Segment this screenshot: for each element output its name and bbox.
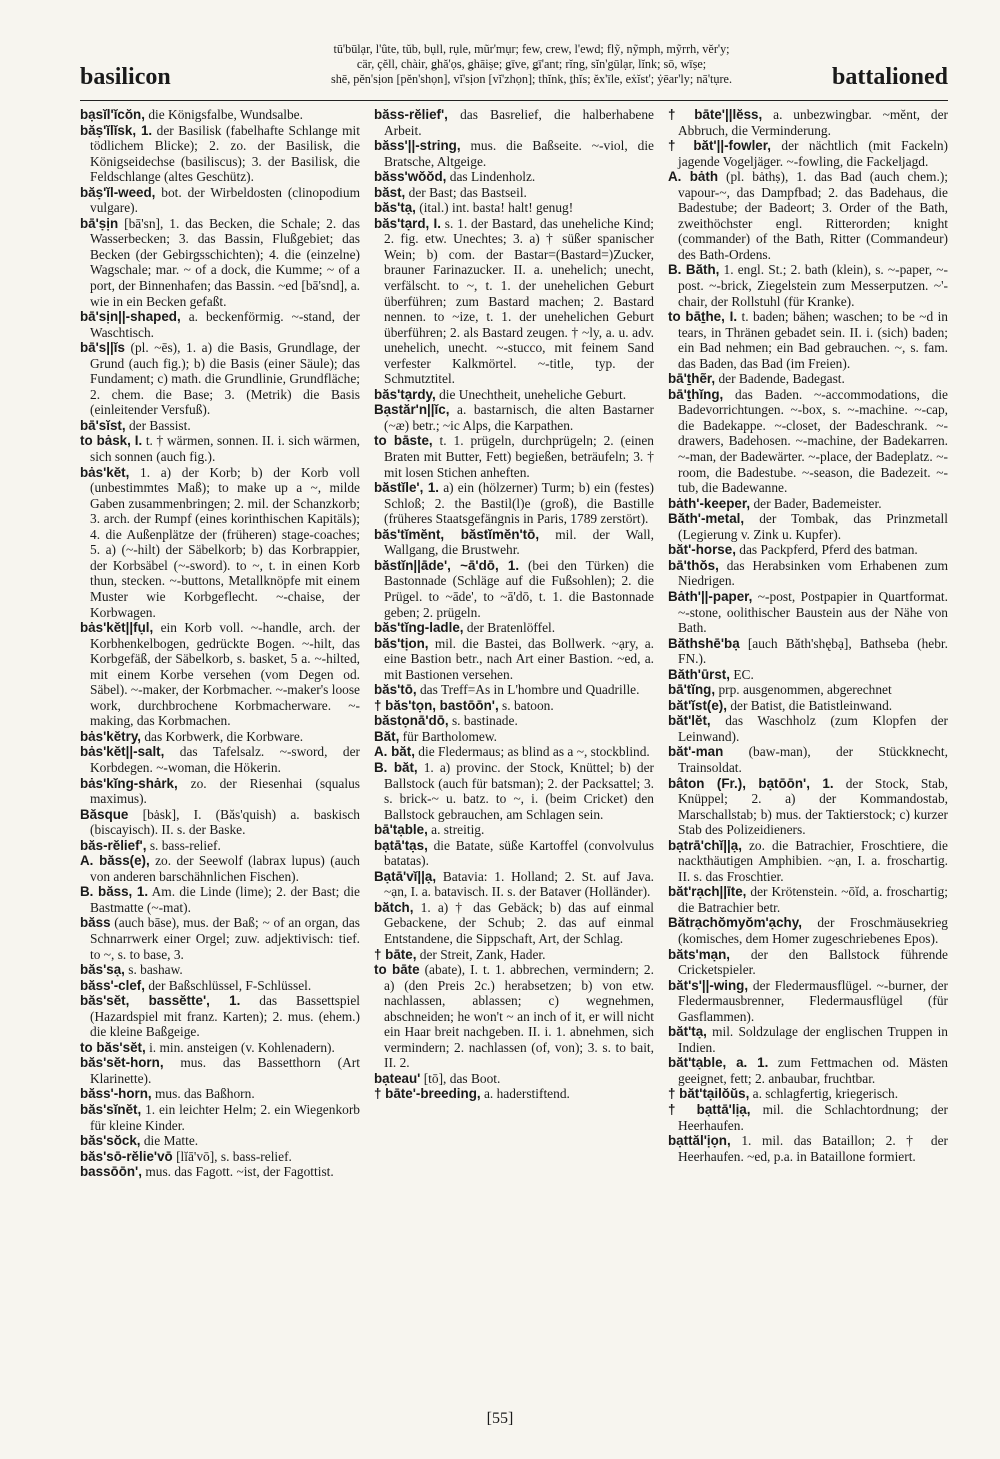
entry-definition: (baw-man), der Stückknecht, Trainsoldat. [678,744,948,775]
entry-headword: băs'sạ, [80,962,125,978]
entry-definition: s. batoon. [502,697,554,713]
entry-headword: băs'sĭnĕt, [80,1102,142,1117]
entry-headword: † băs'tọn, bastōōn', [374,697,499,713]
dictionary-entry [80,729,360,745]
entry-definition: der Streit, Zank, Hader. [419,946,546,962]
entry-definition: die Unechtheit, uneheliche Geburt. [439,386,627,402]
column-3 [668,107,948,1407]
entry-headword: băst, [374,184,406,200]
dictionary-entry [374,838,654,869]
entry-headword: bassōōn', [80,1164,142,1180]
dictionary-entry [374,713,654,729]
entry-headword: bā'ṯhĭng, [668,386,724,402]
entry-headword: băs'tạ, [374,200,416,216]
dictionary-entry [668,496,948,512]
entry-definition: der Stock, Stab, Knüppel; 2. a) der Kommandostab, Marschallstab; b) mus. der Taktierstock; c) kurzer Stab des Polizeidieners. [678,775,948,838]
entry-definition: bot. der Wirbeldosten (clinopodium vulgare). [90,184,360,216]
entry-headword: bȧth'-keeper, [668,495,751,511]
entry-definition: [lĭā'vō], s. bass-relief. [176,1148,292,1164]
entry-headword: băt'lĕt, [668,713,711,729]
entry-definition: a. schlagfertig, kriegerisch. [752,1086,899,1102]
dictionary-entry [80,465,360,620]
dictionary-entry [374,107,654,138]
entry-headword: Băth'ūrst, [668,666,730,682]
entry-headword: băt'rạch||īte, [668,884,747,900]
dictionary-entry [668,713,948,744]
dictionary-entry [374,527,654,558]
entry-definition: die Königsfalbe, Wundsalbe. [148,107,303,122]
dictionary-entry [668,107,948,138]
dictionary-entry [668,682,948,698]
dictionary-entry [374,962,654,1071]
dictionary-entry [668,1055,948,1086]
entry-headword: băs'tĭng-ladle, [374,620,464,636]
entry-definition: der Froschmäusekrieg (komisches, dem Homer zugeschriebenes Epos). [678,915,948,946]
entry-headword: Băthshē'bạ [668,635,740,651]
entry-headword: băs-rĕlief', [80,837,147,853]
dictionary-entry [80,962,360,978]
entry-definition: das Baden. ~-accommodations, die Badevorrichtungen. ~-box, s. ~-machine. ~-cap, die Badekappe. ~-closet, der Badeschrank. ~-drawers, Badehosen. ~-machine, der Badekarren. ~-man, der Badewärter. ~-place, der Badeplatz. ~-room, die Badestube. ~-season, die Badezeit. ~-tub, die Badewanne. [678,386,948,496]
dictionary-entry [80,216,360,309]
entry-definition: t. † wärmen, sonnen. II. i. sich wärmen, sich sonnen (auch fig.). [90,433,360,465]
dictionary-entry [374,682,654,698]
dictionary-entry [668,744,948,775]
entry-headword: bā'tạble, [374,822,428,838]
entry-headword: băss'-clef, [80,977,145,993]
entry-headword: băstĭn||āde', ~ā'dō, 1. [374,557,520,573]
dictionary-entry [668,667,948,683]
entry-headword: Băth'-metal, [668,511,745,527]
entry-definition: 1. mil. das Bataillon; 2. † der Heerhaufen. ~ed, p.a. in Bataillone formiert. [678,1133,948,1164]
entry-headword: băss-rĕlief', [374,107,448,122]
entry-definition: mus. die Baßseite. ~-viol, die Bratsche, Altgeige. [384,138,654,169]
dictionary-entry [374,433,654,480]
dictionary-entry [374,620,654,636]
entry-definition: 1. a) † das Gebäck; b) das auf einmal Gebackene, der Schub; 2. das auf einmal Entstandene, die Sippschaft, Art, der Schlag. [384,899,654,946]
dictionary-entry [80,340,360,418]
dictionary-entry [80,884,360,915]
entry-headword: bạtrā'chĭ||ạ, [668,837,742,853]
entry-definition: EC. [733,666,754,682]
dictionary-entry [80,1102,360,1133]
entry-headword: Băt, [374,728,400,744]
dictionary-entry [668,371,948,387]
entry-definition: der Badende, Badegast. [718,371,845,387]
entry-definition: a. haderstiftend. [483,1086,570,1102]
entry-headword: băstọnā'dō, [374,713,449,729]
entry-headword: băstĭle', 1. [374,480,440,496]
entry-definition: für Bartholomew. [402,728,498,744]
dictionary-entry [80,838,360,854]
column-2 [374,107,654,1407]
entry-headword: bȧs'kĕt, [80,464,130,480]
entry-definition: mil. die Bastei, das Bollwerk. ~ạry, a. eine Bastion betr., nach Art einer Bastion. ~ed, a. mit Bastionen versehen. [384,635,654,682]
dictionary-entry [80,123,360,185]
dictionary-entry [80,620,360,729]
dictionary-entry [668,558,948,589]
pronunciation-key-line: shē, pĕn'sịon [pĕn'shọn], vĭ'sịon [vĭ'zhọn]; thĭnk, ṯhĭs; ĕx'īle, eẋĭst'; ẏēar'ly; nā'tụre. [330,72,733,86]
entry-definition: zum Fettmachen od. Mästen geeignet, fett; 2. anbaubar, fruchtbar. [678,1055,948,1086]
entry-headword: to bȧsk, I. [80,433,143,449]
entry-definition: (pl. ~ēs), 1. a) die Basis, Grundlage, der Grund (auch fig.); b) die Basis (einer Säule); das Fundament; c) math. die Grundlinie, Grundfläche; 2. chem. die Base; 3. (Metrik) die Basis (einleitender Versfuß). [90,340,360,418]
entry-definition: das Basrelief, die halberhabene Arbeit. [384,107,654,138]
entry-headword: B. Băth, [668,262,720,278]
entry-headword: băṣ'ĭl-weed, [80,184,156,200]
dictionary-entry [668,542,948,558]
pronunciation-key-line: tū'būlạr, l'ûte, tŭb, bụll, rụle, mũr'mụr; few, crew, l'ewd; flỹ, nỹmph, mỹrrh, vĕr'y; [333,42,730,56]
entry-headword: Băsque [80,806,129,822]
entry-headword: † bāte'-breeding, [374,1086,481,1102]
dictionary-entry [374,216,654,387]
entry-headword: băṣ'ĭlĭsk, 1. [80,122,153,138]
dictionary-entry [80,309,360,340]
entry-definition: 1. a) provinc. der Stock, Knüttel; b) der Ballstock (auch für batsman); 2. der Packsattel; 3. s. brick-~ u. batz. to ~, i. (beim Cricket) den Ballstock gebrauchen, am Schlagen sein. [384,759,654,822]
entry-headword: băs'tịon, [374,635,429,651]
dictionary-entry [80,185,360,216]
entry-definition: a. unbezwingbar. ~mĕnt, der Abbruch, die Verminderung. [678,107,948,138]
dictionary-entry [374,200,654,216]
entry-definition: s. bashaw. [128,962,183,978]
entry-headword: † bāte, [374,946,417,962]
entry-definition: (bei den Türken) die Bastonnade (Schläge auf die Fußsohlen); 2. die Prügel. to ~āde', to ~ā'dō, t. 1. die Bastonnade geben; 2. prügeln. [384,557,654,620]
entry-definition: zo. die Batrachier, Froschtiere, die nackthäutigen Amphibien. ~ạn, I. a. froschartig. II. s. das Froschtier. [678,837,948,884]
dictionary-entry [80,107,360,123]
entry-headword: bā'sịn||-shaped, [80,309,181,325]
entry-headword: bâton (Fr.), bạtōōn', 1. [668,775,834,791]
entry-definition: der Fledermausflügel. ~-burner, der Fledermausbrenner, Fledermausflügel (für Gasflammen). [678,977,948,1024]
entry-headword: băs'tĭmĕnt, băstĭmĕn'tō, [374,526,540,542]
entry-headword: bătch, [374,899,414,915]
dictionary-entry [668,947,948,978]
entry-definition: der Bratenlöffel. [466,620,556,636]
dictionary-entry [80,853,360,884]
entry-headword: bȧs'kĕt||fụl, [80,620,154,636]
entry-headword: bȧs'kĭng-shȧrk, [80,775,178,791]
entry-definition: der Bassist. [128,417,191,433]
dictionary-entry [668,511,948,542]
dictionary-entry [80,1086,360,1102]
entry-headword: A. băss(e), [80,853,150,869]
entry-headword: A. băt, [374,744,415,760]
entry-headword: Bătrạchŏmyŏm'ạchy, [668,915,802,931]
dictionary-entry [374,402,654,433]
dictionary-entry [668,1133,948,1164]
entry-headword: băs'tạrd, I. [374,215,441,231]
entry-headword: to băs'sĕt, [80,1039,146,1055]
entry-definition: [bȧsk], I. (Băs'quish) a. baskisch (biscayisch). II. s. der Baske. [90,806,360,838]
pronunciation-key [290,42,773,87]
entry-headword: bā'ṣịn [80,215,119,231]
entry-headword: băt'ĭst(e), [668,697,727,713]
entry-definition: (auch bāse), mus. der Baß; ~ of an organ, das Schnarrwerk einer Orgel; zuw. adjektivisch: tief. to ~, s. to base, 3. [90,915,360,962]
entry-definition: [auch Băth'shębạ], Bathseba (hebr. FN.). [678,635,948,667]
dictionary-entry [374,698,654,714]
dictionary-entry [80,993,360,1040]
entry-headword: bạteau' [374,1070,421,1086]
entry-headword: † bāte'||lĕss, [668,107,763,122]
dictionary-entry [374,387,654,403]
entry-headword: bā'thŏs, [668,557,719,573]
entry-definition: das Treff=As in L'hombre und Quadrille. [419,682,640,698]
dictionary-entry [668,1086,948,1102]
entry-headword: Bạstăr'n||ĭc, [374,402,450,418]
entry-headword: băts'mạn, [668,946,730,962]
entry-definition: (abate), I. t. 1. abbrechen, vermindern; 2. a) (den Preis 2c.) herabsetzen; b) von etw. nachlassen, ablassen; c) wegnehmen, abschneiden; he won't ~ an inch of it, er will nicht ein Haar breit nachgeben. II. i. 1. abnehmen, sich vermindern; 2. nachlassen (of, von); 3. s. to bait, II. 2. [384,962,654,1071]
pronunciation-key-line: cär, çĕll, chàir, ǥhă'ọs, ǥhāiṣe; ǥīve, ǥī'ant; rĭng, sĭn'gūlạr, lĭnk; sō, wīṣe; [356,57,707,71]
entry-headword: băss'||-string, [374,138,461,154]
entry-headword: bạttăl'ịọn, [668,1133,731,1149]
entry-headword: Bȧth'||-paper, [668,588,753,604]
dictionary-entry [668,387,948,496]
dictionary-entry [374,744,654,760]
entry-headword: † bạttā'lịạ, [668,1102,751,1117]
dictionary-entry [374,169,654,185]
dictionary-entry [668,262,948,309]
dictionary-entry [374,760,654,822]
entry-definition: ~-post, Postpapier in Quartformat. ~-stone, oolithischer Baustein aus der Nähe von Bath. [678,588,948,636]
entry-headword: to bāte [374,962,420,978]
entry-definition: (ital.) int. basta! halt! genug! [419,200,574,216]
entry-headword: bā's||ĭs [80,340,125,356]
entry-definition: mil. Soldzulage der englischen Truppen in Indien. [678,1024,948,1055]
entry-definition: Am. die Linde (lime); 2. der Bast; die Bastmatte (~-mat). [90,884,360,915]
entry-definition: das Herabsinken vom Erhabenen zum Niedrigen. [678,557,948,589]
entry-headword: to bāste, [374,433,433,449]
entry-definition: i. min. ansteigen (v. Kohlenadern). [149,1039,335,1055]
entry-definition: a. bastarnisch, die alten Bastarner (~æ) betr.; ~ic Alps, die Karpathen. [384,402,654,433]
dictionary-entry [374,138,654,169]
entry-definition: 1. engl. St.; 2. bath (klein), s. ~-paper, ~-post. ~-brick, Ziegelstein zum Messerputzen. ~'-chair, der Rollstuhl (für Kranke). [678,262,948,309]
dictionary-entry [374,869,654,900]
guide-word-right: battalioned [831,64,948,90]
column-1 [80,107,360,1407]
entry-headword: bȧs'kĕt||-salt, [80,744,165,760]
entry-definition: s. 1. der Bastard, das uneheliche Kind; 2. fig. etw. Unechtes; 3. a) † süßer spanischer Wein; b) com. der Bastar=(Bastard=)Zucker, brauner Farinazucker. II. a. unehelich; unecht, verfälscht. to ~, t. 1. der unehelichen Geburt überführen; zum Bastard machen; 2. Bastard nennen. to ~ize, t. 1. der unehelichen Geburt überführen; 2. als Bastard zeugen. † ~ly, a. u. adv. unehelich, unecht. ~-stucco, mit feinem Sand verfester Kalkmörtel. ~-title, typ. der Schmutztitel. [384,215,654,387]
dictionary-entry [80,1133,360,1149]
dictionary-entry [374,1086,654,1102]
entry-headword: băs'sĕt, bassĕtte', 1. [80,993,241,1009]
entry-headword: bā'sĭst, [80,417,126,433]
entry-headword: băt'-man [668,744,724,760]
dictionary-entry [80,1164,360,1180]
entry-definition: t. 1. prügeln, durchprügeln; 2. (einen Braten mit Butter, Fett) begießen, beträufeln; 3. † mit losen Stichen anheften. [384,433,654,480]
header-rule [80,100,948,101]
entry-definition: der Bast; das Bastseil. [408,184,527,200]
entry-definition: der Tombak, das Prinzmetall (Legierung v. Zink u. Kupfer). [678,511,948,542]
dictionary-entry [668,978,948,1025]
entry-definition: zo. der Riesenhai (squalus maximus). [90,775,360,807]
dictionary-entry [374,947,654,963]
entry-definition: die Batate, süße Kartoffel (convolvulus batatas). [384,837,654,869]
dictionary-entry [80,744,360,775]
entry-definition: der Batist, die Batistleinwand. [730,697,893,713]
entry-definition: das Bassettspiel (Hazardspiel mit franz. Karten); 2. mus. (ehem.) die kleine Baßgeige. [90,993,360,1040]
dictionary-entry [668,138,948,169]
dictionary-entry [668,884,948,915]
dictionary-entry [374,185,654,201]
entry-headword: băs'sŏck, [80,1133,141,1149]
dictionary-entry [668,169,948,262]
dictionary-entry [374,822,654,838]
dictionary-entry [80,1055,360,1086]
dictionary-entry [374,558,654,620]
entry-definition: das Lindenholz. [449,169,536,185]
dictionary-entry [668,776,948,838]
entry-definition: a. beckenförmig. ~-stand, der Waschtisch. [90,309,360,340]
entry-definition: mil. die Schlachtordnung; der Heerhaufen. [678,1102,948,1133]
dictionary-entry [374,729,654,745]
guide-word-left: basilicon [80,64,171,90]
dictionary-entry [668,1102,948,1133]
dictionary-entry [374,900,654,947]
dictionary-entry [374,1071,654,1087]
entry-definition: der nächtlich (mit Fackeln) jagende Vogeljäger. ~-fowling, die Fackeljagd. [678,138,948,169]
dictionary-entry [668,838,948,885]
entry-headword: bạsĭl'ĭcŏn, [80,107,145,122]
entry-definition: der den Ballstock führende Cricketspieler. [678,946,948,978]
entry-definition: der Bader, Bademeister. [753,495,882,511]
dictionary-entry [80,807,360,838]
dictionary-entry [80,776,360,807]
page-header [80,42,948,100]
entry-definition: das Packpferd, Pferd des batman. [739,542,918,558]
entry-definition: die Matte. [143,1133,199,1149]
dictionary-entry [668,698,948,714]
entry-definition: (pl. bȧthṣ), 1. das Bad (auch chem.); vapour-~, das Dampfbad; 2. das Badehaus, die Badestube; der Badeort; 3. Order of the Bath, zweithöchster engl. Ritterorden; knight (commander) of the Bath, Ritter (Commandeur) des Bath-Ordens. [678,169,948,262]
entry-definition: [tō], das Boot. [423,1070,501,1086]
dictionary-entry [668,1024,948,1055]
entry-definition: das Waschholz (zum Klopfen der Leinwand). [678,713,948,744]
entry-headword: băss'wŏŏd, [374,169,447,185]
entry-definition: a. streitig. [431,822,485,838]
entry-definition: der Krötenstein. ~ōĭd, a. froschartig; die Batrachier betr. [678,884,948,915]
entry-headword: băt'tạble, a. 1. [668,1055,769,1071]
entry-headword: băt'-horse, [668,542,736,558]
entry-definition: mus. das Fagott. ~ist, der Fagottist. [145,1164,334,1180]
entry-definition: s. bass-relief. [149,837,221,853]
entry-headword: B. băt, [374,759,418,775]
dictionary-entry [80,1149,360,1165]
entry-headword: † băt'tạilŏŭs, [668,1086,750,1102]
entry-definition: zo. der Seewolf (labrax lupus) (auch von anderen barschähnlichen Fischen). [90,853,360,884]
entry-definition: 1. ein leichter Helm; 2. ein Wiegenkorb für kleine Kinder. [90,1102,360,1133]
entry-headword: † băt'||-fowler, [668,138,771,154]
dictionary-entry [668,309,948,371]
dictionary-entry [80,433,360,464]
entry-definition: das Korbwerk, die Korbware. [144,728,304,744]
entry-headword: băs'sō-rĕlie'vō [80,1148,173,1164]
entry-definition: mil. der Wall, Wallgang, die Brustwehr. [384,526,654,558]
entry-headword: băt'tạ, [668,1024,707,1040]
entry-headword: Bạtā'vĭ||ạ, [374,868,437,884]
entry-definition: prp. ausgenommen, abgerechnet [718,682,892,698]
entry-headword: bạtā'tạs, [374,837,428,853]
dictionary-entry [668,636,948,667]
dictionary-entry [374,636,654,683]
page-number: [55] [486,1410,514,1427]
entry-headword: băss [80,915,111,931]
entry-headword: bā'ṯhẽr, [668,371,716,387]
entry-headword: bā'tĭng, [668,682,716,698]
entry-headword: to bāṯhe, I. [668,309,738,325]
entry-definition: der Basilisk (fabelhafte Schlange mit tödlichem Blicke); 2. zo. der Basilisk, die Königseidechse (basiliscus); 3. der Basilisk, die Feldschlange (altes Geschütz). [90,122,360,185]
entry-headword: băs'tạrdy, [374,386,436,402]
entry-definition: s. bastinade. [451,713,518,729]
entry-definition: a) ein (hölzerner) Turm; b) ein (festes) Schloß; 2. the Bastil(l)e (groß), die Bastille (früheres Staatsgefängnis in Paris, 1789 zerstört). [384,480,654,527]
dictionary-entry [668,589,948,636]
entry-definition: [bā'sn], 1. das Becken, die Schale; 2. das Wasserbecken; 3. das Bassin, Flußgebiet; das Becken (der Gebirgsschichten); 4. die (einzelne) Wagschale; mar. ~ of a dock, die Kumme; ~ of a port, der Binnenhafen; das Bassin. ~ed [bā'snd], a. wie in ein Becken gefaßt. [90,215,360,309]
dictionary-entry [374,480,654,527]
dictionary-entry [80,915,360,962]
entry-headword: A. bȧth [668,169,719,185]
entry-definition: mus. das Bassetthorn (Art Klarinette). [90,1055,360,1086]
dictionary-entry [80,978,360,994]
entry-definition: Batavia: 1. Holland; 2. St. auf Java. ~ạn, I. a. batavisch. II. s. der Bataver (Holländer). [384,868,654,900]
entry-headword: băt's'||-wing, [668,977,749,993]
dictionary-entry [80,418,360,434]
entry-definition: das Tafelsalz. ~-sword, der Korbdegen. ~-woman, die Hökerin. [90,744,360,775]
entry-definition: 1. a) der Korb; b) der Korb voll (unbestimmtes Maß); to make up a ~, milde Gaben zusammenbringen; 2. mil. der Schanzkorb; 3. arch. der Rumpf (eines korinthischen Kapitäls); 4. die Außenplätze der (früheren) stage-coaches; 5. a) (~-hilt) der Säbelkorb; b) das Korbrappier, der Korbsäbel (~-sword). to ~, t. in einen Korb thun, stecken. ~-buttons, Metallknöpfe mit einem Muster wie Korbgeflecht. ~-chaise, der Korbwagen. [90,464,360,620]
entry-headword: băs'sĕt-horn, [80,1055,164,1071]
entry-definition: der Baßschlüssel, F-Schlüssel. [148,977,312,993]
dictionary-entry [80,1040,360,1056]
entry-definition: t. baden; bähen; waschen; to be ~d in tears, in Thränen gebadet sein. II. i. (sich) baden; ein Bad nehmen; ein Bad gebrauchen. ~, s. fam. das Baden, das Bad (im Freien). [678,309,948,371]
entry-definition: mus. das Baßhorn. [155,1086,255,1102]
entry-headword: băss'-horn, [80,1086,152,1102]
entry-columns [80,107,948,1407]
entry-definition: die Fledermaus; as blind as a ~, stockblind. [418,744,650,760]
entry-headword: bȧs'kĕtry, [80,728,141,744]
entry-headword: B. băss, 1. [80,884,149,900]
entry-definition: ein Korb voll. ~-handle, arch. der Korbhenkelbogen, gedrückte Bogen. ~-hilt, das Korbgefäß, der Säbelkorb, s. basket, 5 a. ~-hilted, mit einem Korbe versehen (vom Degen od. Säbel). ~-maker, der Korbmacher. ~-maker's loose work, durchbrochene Korbmacherware. ~-making, das Korbmachen. [90,620,360,729]
dictionary-entry [668,915,948,946]
entry-headword: băs'tō, [374,682,417,698]
